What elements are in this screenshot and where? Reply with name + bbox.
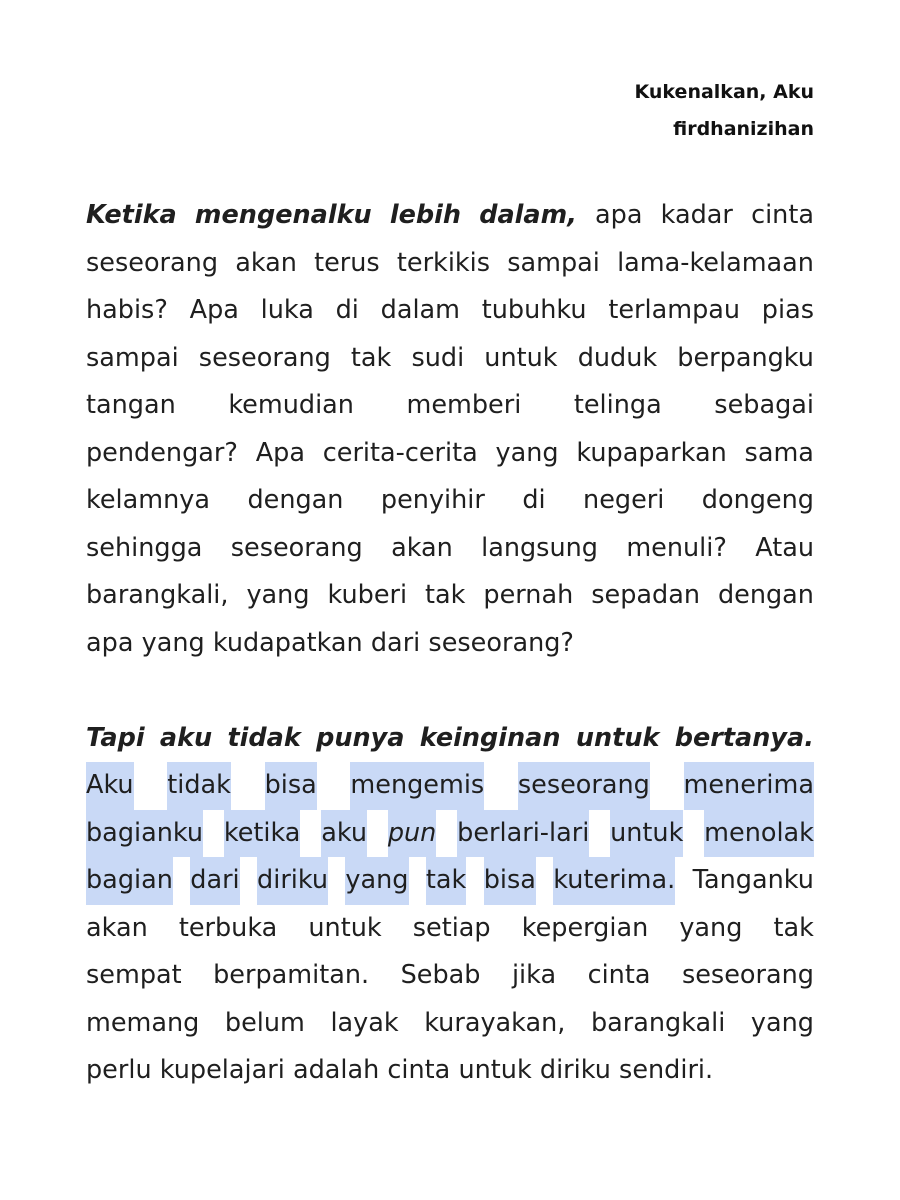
- word: cerita-cerita: [322, 437, 478, 468]
- word: lebih: [389, 200, 462, 230]
- word: kuterima.: [553, 857, 675, 905]
- header: [635, 74, 814, 148]
- word: dari: [190, 857, 239, 905]
- word: memberi: [406, 390, 522, 420]
- word: sendiri.: [619, 1055, 714, 1085]
- word: seseorang?: [428, 627, 574, 658]
- word: terkikis: [396, 247, 491, 278]
- word: Tanganku: [692, 865, 814, 895]
- word: sempat: [86, 960, 182, 990]
- word: tidak: [167, 762, 231, 810]
- text-line: [86, 192, 814, 240]
- word: setiap: [412, 912, 491, 943]
- word: seseorang: [681, 960, 814, 990]
- text-line: [86, 810, 814, 858]
- word: untuk: [458, 1055, 532, 1085]
- word: langsung: [481, 532, 598, 563]
- word: dengan: [247, 485, 344, 515]
- word: bertanya.: [674, 722, 814, 753]
- word: cinta: [387, 1055, 451, 1085]
- word: pias: [761, 295, 814, 325]
- word: berlari-lari: [457, 810, 589, 858]
- word: kupaparkan: [576, 437, 727, 468]
- word: yang: [141, 627, 205, 658]
- text-line: [86, 620, 814, 668]
- word: kemudian: [228, 390, 354, 420]
- word: habis?: [86, 295, 168, 325]
- text-line: [86, 857, 814, 905]
- word: memang: [86, 1007, 200, 1038]
- word: Aku: [86, 762, 134, 810]
- word: negeri: [583, 485, 665, 515]
- text-line: [86, 952, 814, 1000]
- word: mengemis: [350, 762, 484, 810]
- word: seseorang: [518, 762, 650, 810]
- word: tak: [773, 912, 814, 943]
- word: dari: [370, 627, 421, 658]
- word: aku: [159, 722, 213, 753]
- word: kurayakan,: [424, 1007, 566, 1038]
- word: yang: [345, 857, 408, 905]
- word: menuli?: [626, 532, 727, 563]
- word: di: [335, 295, 359, 325]
- word: keinginan: [419, 722, 561, 753]
- word: Apa: [255, 437, 305, 468]
- word: untuk: [575, 722, 660, 753]
- word: aku: [321, 810, 367, 858]
- word: apa: [86, 627, 134, 658]
- word: kupelajari: [159, 1055, 285, 1085]
- author-name: firdhanizihan: [673, 118, 814, 140]
- word: yang: [495, 437, 559, 468]
- word: penyihir: [380, 485, 485, 515]
- text-line: [86, 905, 814, 953]
- word: untuk: [610, 810, 683, 858]
- word: kelamnya: [86, 485, 210, 515]
- word: sehingga: [86, 532, 203, 563]
- word: bisa: [484, 857, 536, 905]
- word: punya: [316, 722, 405, 753]
- paragraph-2: [86, 715, 814, 1095]
- word: seseorang: [86, 247, 219, 278]
- word: Atau: [755, 532, 814, 563]
- word: telinga: [573, 390, 662, 420]
- word: duduk: [577, 342, 658, 373]
- word: untuk: [484, 342, 558, 373]
- text-line: [86, 287, 814, 335]
- word: sepadan: [591, 580, 700, 610]
- word: berpangku: [677, 342, 814, 373]
- word: cinta: [751, 200, 814, 230]
- word: bagianku: [86, 810, 203, 858]
- word: sebagai: [714, 390, 814, 420]
- word: tidak: [227, 722, 301, 753]
- word: Apa: [189, 295, 239, 325]
- text-line: [86, 1047, 814, 1095]
- word: kuberi: [327, 580, 408, 610]
- word: tak: [350, 342, 392, 373]
- word: tangan: [86, 390, 176, 420]
- word: sudi: [411, 342, 465, 373]
- word: terbuka: [178, 912, 278, 943]
- word: tak: [426, 857, 466, 905]
- word: kadar: [660, 200, 733, 230]
- word: untuk: [308, 912, 382, 943]
- word: menolak: [704, 810, 814, 858]
- word: Ketika: [86, 200, 177, 230]
- word: sampai: [86, 342, 179, 373]
- word: perlu: [86, 1055, 152, 1085]
- word: mengenalku: [194, 200, 372, 230]
- text-line: [86, 430, 814, 478]
- word: diriku: [257, 857, 328, 905]
- word: yang: [750, 1007, 814, 1038]
- word: Sebab: [400, 960, 481, 990]
- word: ketika: [224, 810, 301, 858]
- word: lama-kelamaan: [617, 247, 814, 278]
- word: dongeng: [701, 485, 814, 515]
- word: jika: [511, 960, 557, 990]
- word: seseorang: [198, 342, 331, 373]
- text-line: [86, 382, 814, 430]
- word: pendengar?: [86, 437, 238, 468]
- word: kepergian: [521, 912, 649, 943]
- word: yang: [679, 912, 743, 943]
- word: bisa: [265, 762, 317, 810]
- word: menerima: [684, 762, 814, 810]
- document-title: Kukenalkan, Aku: [634, 81, 814, 103]
- text-line: [86, 240, 814, 288]
- word: pun: [388, 810, 437, 858]
- paragraph-gap: [86, 667, 814, 715]
- word: bagian: [86, 857, 173, 905]
- word: pernah: [483, 580, 574, 610]
- word: apa: [595, 200, 643, 230]
- word: terus: [314, 247, 380, 278]
- word: belum: [224, 1007, 305, 1038]
- word: dengan: [717, 580, 814, 610]
- word: terlampau: [608, 295, 741, 325]
- word: sama: [744, 437, 814, 468]
- word: seseorang: [230, 532, 363, 563]
- body-text: [86, 192, 814, 1095]
- word: barangkali: [590, 1007, 726, 1038]
- word: kudapatkan: [212, 627, 363, 658]
- text-line: [86, 335, 814, 383]
- word: akan: [235, 247, 297, 278]
- word: di: [522, 485, 546, 515]
- text-line: [86, 762, 814, 810]
- word: tubuhku: [481, 295, 587, 325]
- word: luka: [260, 295, 314, 325]
- word: dalam: [380, 295, 461, 325]
- word: Tapi: [86, 722, 145, 753]
- paragraph-1: [86, 192, 814, 667]
- word: akan: [86, 912, 148, 943]
- text-line: [86, 715, 814, 763]
- word: layak: [330, 1007, 399, 1038]
- text-line: [86, 572, 814, 620]
- text-line: [86, 1000, 814, 1048]
- word: sampai: [507, 247, 600, 278]
- text-line: [86, 477, 814, 525]
- word: diriku: [539, 1055, 611, 1085]
- word: barangkali,: [86, 580, 229, 610]
- text-line: [86, 525, 814, 573]
- word: berpamitan.: [213, 960, 370, 990]
- word: cinta: [587, 960, 651, 990]
- word: akan: [391, 532, 453, 563]
- word: yang: [246, 580, 310, 610]
- word: tak: [425, 580, 466, 610]
- word: dalam,: [479, 200, 577, 230]
- word: adalah: [292, 1055, 380, 1085]
